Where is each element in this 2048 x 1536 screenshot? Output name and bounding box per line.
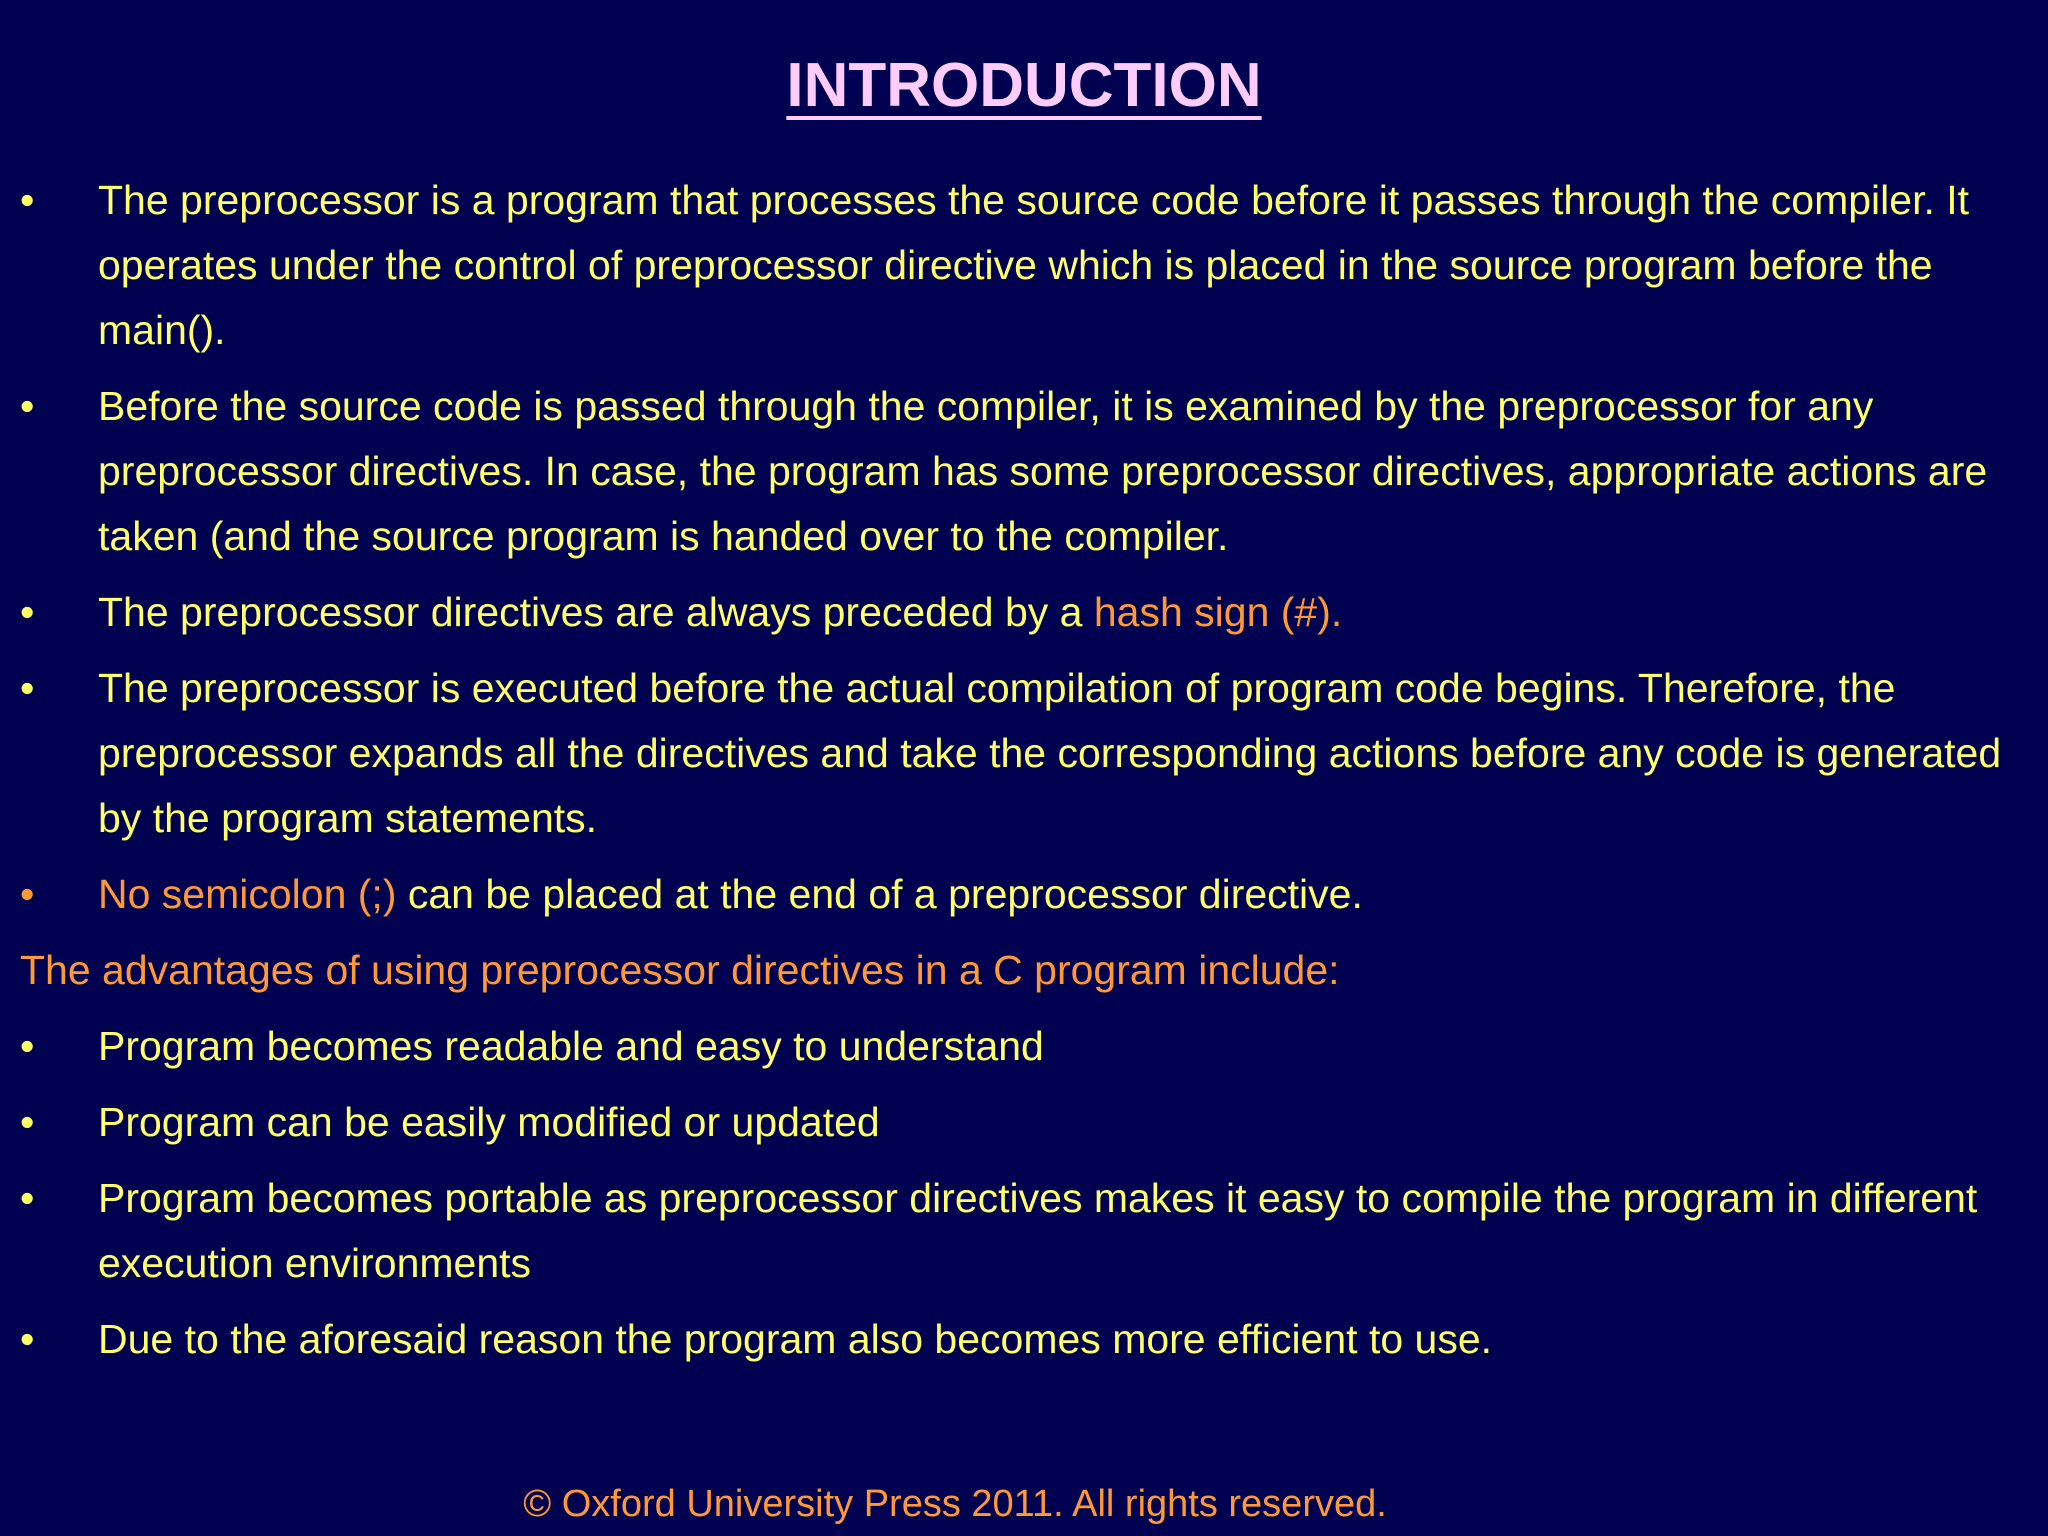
bullet-text: Before the source code is passed through the compiler, it is examined by the preprocessor for any preprocessor directives. In case, the program has some preprocessor directives, appropriate actions are taken (and the source program is handed over to the compiler. xyxy=(98,383,1988,559)
bullet-marker: • xyxy=(20,589,35,635)
bullet-highlight: hash sign (#). xyxy=(1093,589,1343,635)
bullet-marker: • xyxy=(20,665,35,711)
advantage-item-efficient xyxy=(20,1307,2030,1372)
slide-title xyxy=(0,50,2048,122)
bullet-marker: • xyxy=(20,1316,35,1362)
bullet-marker: • xyxy=(20,871,35,917)
bullet-item-preprocessor-definition xyxy=(20,168,2030,363)
copyright-footer xyxy=(0,1480,1910,1528)
bullet-text: Program becomes portable as preprocessor directives makes it easy to compile the program in different execution environments xyxy=(98,1175,1978,1286)
bullet-highlight: No semicolon (;) xyxy=(98,871,397,917)
bullet-text: The preprocessor is a program that processes the source code before it passes through the compiler. It operates under the control of preprocessor directive which is placed in the source program before the main(). xyxy=(98,177,1970,353)
bullet-text: can be placed at the end of a preprocessor directive. xyxy=(396,871,1363,917)
bullet-text: The preprocessor is executed before the actual compilation of program code begins. Therefore, the preprocessor expands all the directives and take the corresponding actions before any code is generated by the program statements. xyxy=(98,665,2002,841)
bullet-item-no-semicolon xyxy=(20,862,2030,927)
bullet-item-hash-sign xyxy=(20,580,2030,645)
bullet-text: The preprocessor directives are always preceded by a xyxy=(98,589,1094,635)
bullet-item-execution-order xyxy=(20,656,2030,851)
bullet-text: Due to the aforesaid reason the program also becomes more efficient to use. xyxy=(98,1316,1493,1362)
bullet-marker: • xyxy=(20,1099,35,1145)
copyright-symbol: © xyxy=(523,1483,552,1525)
advantage-item-portable xyxy=(20,1166,2030,1296)
slide-body xyxy=(20,168,2030,1383)
bullet-item-source-examined xyxy=(20,374,2030,569)
advantages-heading: The advantages of using preprocessor directives in a C program include: xyxy=(20,947,1340,993)
bullet-marker: • xyxy=(20,177,35,223)
bullet-marker: • xyxy=(20,383,35,429)
bullet-marker: • xyxy=(20,1023,35,1069)
copyright-text: Oxford University Press 2011. All rights reserved. xyxy=(551,1483,1387,1525)
bullet-text: Program can be easily modified or updated xyxy=(98,1099,880,1145)
slide-title-text: INTRODUCTION xyxy=(786,51,1262,120)
bullet-marker: • xyxy=(20,1175,35,1221)
advantage-item-modifiable xyxy=(20,1090,2030,1155)
bullet-text: Program becomes readable and easy to understand xyxy=(98,1023,1044,1069)
advantage-item-readable xyxy=(20,1014,2030,1079)
